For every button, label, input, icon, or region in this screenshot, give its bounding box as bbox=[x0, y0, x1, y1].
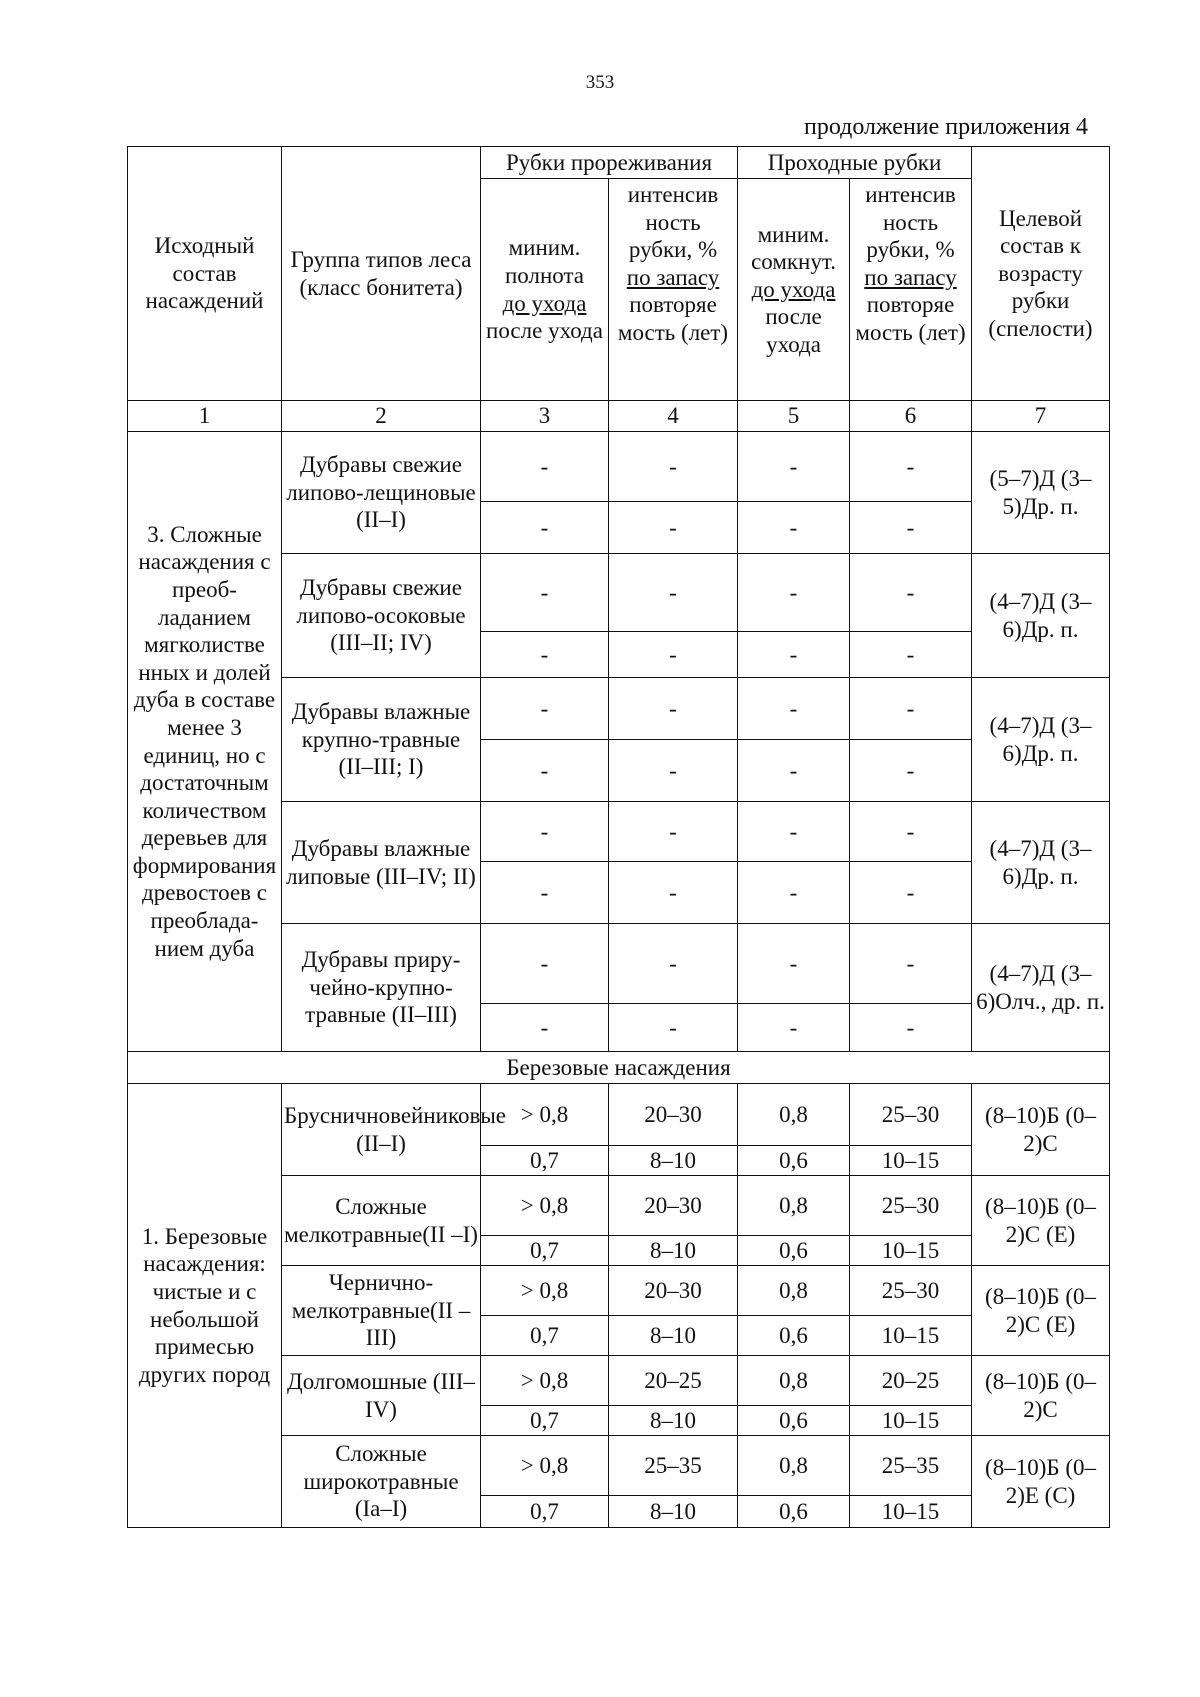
value-cell: - bbox=[481, 924, 609, 1004]
header-intensity-passing: интенсив ность рубки, % по запасу повторяе мость (лет) bbox=[850, 179, 972, 401]
target-composition-cell: (4–7)Д (3–6)Др. п. bbox=[972, 554, 1110, 678]
value-cell: - bbox=[481, 1004, 609, 1052]
value-cell: - bbox=[738, 432, 850, 502]
value-cell: - bbox=[850, 678, 972, 740]
value-cell: 0,7 bbox=[481, 1406, 609, 1436]
value-cell: - bbox=[609, 632, 738, 678]
continuation-note: продолжение приложения 4 bbox=[804, 114, 1088, 140]
value-cell: 0,8 bbox=[738, 1084, 850, 1146]
value-cell: - bbox=[481, 802, 609, 862]
value-cell: - bbox=[609, 502, 738, 554]
value-cell: - bbox=[609, 432, 738, 502]
value-cell: - bbox=[738, 862, 850, 924]
table-row bbox=[128, 432, 1110, 502]
forest-type-cell: Дубравы свежие липово-осоковые (III–II; IV) bbox=[282, 554, 481, 678]
value-cell: 0,8 bbox=[738, 1356, 850, 1406]
value-cell: - bbox=[481, 862, 609, 924]
forest-type-cell: Брусничновейниковые (II–I) bbox=[282, 1084, 481, 1176]
value-cell: - bbox=[738, 632, 850, 678]
forest-type-cell: Черничномелкотравные(II –III) bbox=[282, 1266, 481, 1356]
value-cell: 20–25 bbox=[850, 1356, 972, 1406]
value-cell: - bbox=[850, 862, 972, 924]
column-number: 6 bbox=[850, 401, 972, 432]
value-cell: - bbox=[850, 554, 972, 632]
column-number: 4 bbox=[609, 401, 738, 432]
value-cell: - bbox=[850, 502, 972, 554]
header-target-composition: Целевой состав к возрасту рубки (спелости) bbox=[972, 147, 1110, 401]
value-cell: 10–15 bbox=[850, 1316, 972, 1356]
value-cell: > 0,8 bbox=[481, 1356, 609, 1406]
header-min-closure: миним. сомкнут. до ухода после ухода bbox=[738, 179, 850, 401]
source-composition-cell: 1. Березовые насаждения: чистые и с небольшой примесью других пород bbox=[128, 1084, 282, 1528]
value-cell: - bbox=[738, 924, 850, 1004]
value-cell: - bbox=[850, 432, 972, 502]
value-cell: - bbox=[609, 862, 738, 924]
value-cell: 25–30 bbox=[850, 1084, 972, 1146]
value-cell: - bbox=[481, 554, 609, 632]
target-composition-cell: (8–10)Б (0–2)С bbox=[972, 1084, 1110, 1176]
value-cell: - bbox=[738, 502, 850, 554]
value-cell: - bbox=[850, 632, 972, 678]
value-cell: - bbox=[850, 924, 972, 1004]
header-source-composition: Исходный состав насаждений bbox=[128, 147, 282, 401]
header-intensity-thinning: интенсив ность рубки, % по запасу повторяе мость (лет) bbox=[609, 179, 738, 401]
value-cell: 25–35 bbox=[609, 1436, 738, 1496]
value-cell: - bbox=[738, 554, 850, 632]
value-cell: 0,7 bbox=[481, 1316, 609, 1356]
target-composition-cell: (5–7)Д (3–5)Др. п. bbox=[972, 432, 1110, 554]
value-cell: 10–15 bbox=[850, 1496, 972, 1528]
table-row bbox=[128, 1084, 1110, 1146]
forest-type-cell: Сложные широкотравные (Ia–I) bbox=[282, 1436, 481, 1528]
column-number-row bbox=[128, 401, 1110, 432]
column-number: 3 bbox=[481, 401, 609, 432]
target-composition-cell: (4–7)Д (3–6)Др. п. bbox=[972, 802, 1110, 924]
value-cell: 0,8 bbox=[738, 1266, 850, 1316]
section-title-row bbox=[128, 1052, 1110, 1084]
value-cell: - bbox=[738, 1004, 850, 1052]
column-number: 5 bbox=[738, 401, 850, 432]
value-cell: 8–10 bbox=[609, 1146, 738, 1176]
page-number: 353 bbox=[585, 72, 615, 93]
value-cell: 0,7 bbox=[481, 1146, 609, 1176]
value-cell: 10–15 bbox=[850, 1146, 972, 1176]
value-cell: - bbox=[609, 924, 738, 1004]
value-cell: 20–30 bbox=[609, 1266, 738, 1316]
value-cell: 0,6 bbox=[738, 1496, 850, 1528]
value-cell: 20–30 bbox=[609, 1084, 738, 1146]
target-composition-cell: (8–10)Б (0–2)С bbox=[972, 1356, 1110, 1436]
value-cell: - bbox=[850, 802, 972, 862]
source-composition-cell: 3. Сложные насаждения с преобладанием мягколистве нных и долей дуба в составе менее 3 единиц, но с достаточным количеством деревьев для формирования древостоев с преобладанием дуба bbox=[128, 432, 282, 1052]
header-thinning-cuts: Рубки прореживания bbox=[481, 147, 738, 179]
value-cell: 10–15 bbox=[850, 1406, 972, 1436]
value-cell: 8–10 bbox=[609, 1316, 738, 1356]
target-composition-cell: (8–10)Б (0–2)Е (С) bbox=[972, 1436, 1110, 1528]
value-cell: 20–30 bbox=[609, 1176, 738, 1236]
target-composition-cell: (4–7)Д (3–6)Др. п. bbox=[972, 678, 1110, 802]
value-cell: - bbox=[609, 740, 738, 802]
value-cell: 0,7 bbox=[481, 1236, 609, 1266]
value-cell: 0,6 bbox=[738, 1406, 850, 1436]
value-cell: - bbox=[481, 632, 609, 678]
value-cell: 0,8 bbox=[738, 1176, 850, 1236]
value-cell: - bbox=[738, 740, 850, 802]
value-cell: 8–10 bbox=[609, 1406, 738, 1436]
header-forest-type-group: Группа типов леса (класс бонитета) bbox=[282, 147, 481, 401]
forest-type-cell: Дубравы свежие липово-лещиновые (II–I) bbox=[282, 432, 481, 554]
value-cell: - bbox=[850, 740, 972, 802]
value-cell: 25–35 bbox=[850, 1436, 972, 1496]
value-cell: 8–10 bbox=[609, 1496, 738, 1528]
value-cell: - bbox=[609, 554, 738, 632]
target-composition-cell: (8–10)Б (0–2)С (Е) bbox=[972, 1176, 1110, 1266]
target-composition-cell: (8–10)Б (0–2)С (Е) bbox=[972, 1266, 1110, 1356]
forest-type-cell: Долгомошные (III–IV) bbox=[282, 1356, 481, 1436]
value-cell: 0,7 bbox=[481, 1496, 609, 1528]
forest-type-cell: Дубравы приручейно-крупнотравные (II–III) bbox=[282, 924, 481, 1052]
section-title: Березовые насаждения bbox=[128, 1052, 1110, 1084]
forest-care-table bbox=[127, 146, 1110, 1528]
forest-type-cell: Дубравы влажные крупно-травные (II–III; I) bbox=[282, 678, 481, 802]
value-cell: 0,6 bbox=[738, 1316, 850, 1356]
value-cell: > 0,8 bbox=[481, 1084, 609, 1146]
header-min-density: миним. полнота до ухода после ухода bbox=[481, 179, 609, 401]
value-cell: 20–25 bbox=[609, 1356, 738, 1406]
header-passing-cuts: Проходные рубки bbox=[738, 147, 972, 179]
value-cell: 0,8 bbox=[738, 1436, 850, 1496]
value-cell: 8–10 bbox=[609, 1236, 738, 1266]
value-cell: - bbox=[481, 740, 609, 802]
forest-type-cell: Дубравы влажные липовые (III–IV; II) bbox=[282, 802, 481, 924]
value-cell: - bbox=[850, 1004, 972, 1052]
value-cell: 25–30 bbox=[850, 1266, 972, 1316]
target-composition-cell: (4–7)Д (3–6)Олч., др. п. bbox=[972, 924, 1110, 1052]
value-cell: - bbox=[609, 678, 738, 740]
column-number: 7 bbox=[972, 401, 1110, 432]
value-cell: 0,6 bbox=[738, 1236, 850, 1266]
value-cell: - bbox=[609, 1004, 738, 1052]
value-cell: - bbox=[481, 502, 609, 554]
value-cell: - bbox=[738, 678, 850, 740]
column-number: 1 bbox=[128, 401, 282, 432]
column-number: 2 bbox=[282, 401, 481, 432]
value-cell: - bbox=[609, 802, 738, 862]
value-cell: - bbox=[481, 432, 609, 502]
value-cell: - bbox=[738, 802, 850, 862]
value-cell: > 0,8 bbox=[481, 1436, 609, 1496]
forest-type-cell: Сложные мелкотравные(II –I) bbox=[282, 1176, 481, 1266]
value-cell: 0,6 bbox=[738, 1146, 850, 1176]
value-cell: - bbox=[481, 678, 609, 740]
value-cell: 10–15 bbox=[850, 1236, 972, 1266]
value-cell: 25–30 bbox=[850, 1176, 972, 1236]
value-cell: > 0,8 bbox=[481, 1176, 609, 1236]
value-cell: > 0,8 bbox=[481, 1266, 609, 1316]
